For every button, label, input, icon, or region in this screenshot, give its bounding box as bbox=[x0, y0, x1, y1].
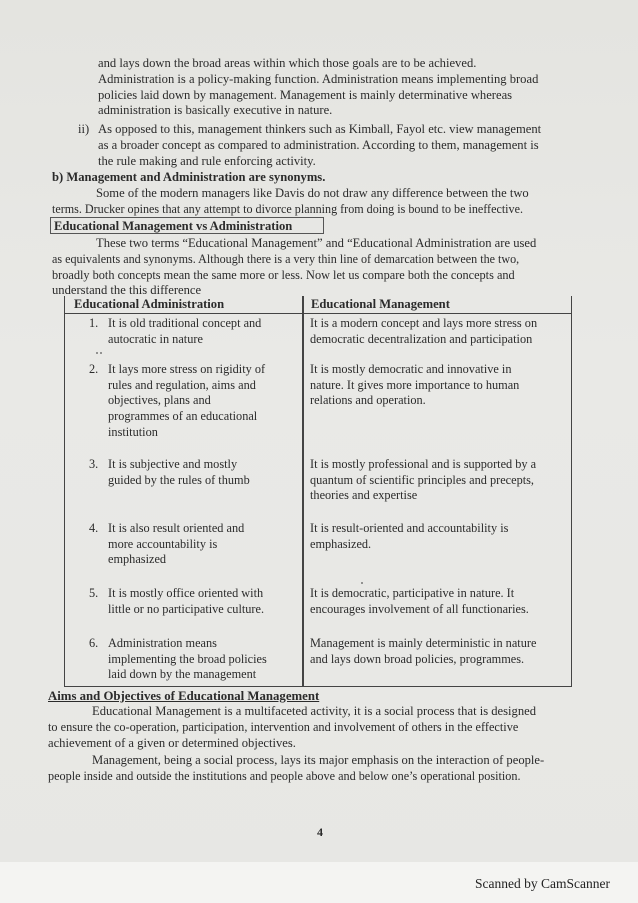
cell-line: It is democratic, participative in nature. It bbox=[310, 586, 515, 600]
table-cell-left bbox=[89, 636, 299, 683]
text-line: These two terms “Educational Management” and “Educational Administration are used bbox=[96, 236, 537, 250]
text-line: the rule making and rule enforcing activity. bbox=[98, 153, 316, 168]
table-cell-left bbox=[89, 586, 299, 617]
text-line: Management, being a social process, lays its major emphasis on the interaction of people- bbox=[92, 753, 545, 767]
text-line: as equivalents and synonyms. Although there is a very thin line of demarcation between the two, bbox=[52, 251, 520, 266]
table-cell-left bbox=[89, 521, 299, 568]
point-ii bbox=[78, 122, 598, 169]
scanner-footer bbox=[0, 862, 638, 903]
comparison-table bbox=[64, 296, 572, 687]
cell-line: democratic decentralization and participation bbox=[310, 331, 533, 346]
cell-line: little or no participative culture. bbox=[108, 601, 265, 616]
cell-line: laid down by the management bbox=[108, 667, 257, 682]
cell-line: theories and expertise bbox=[310, 488, 418, 503]
text-line: achievement of a given or determined objectives. bbox=[48, 735, 296, 750]
table-cell-right bbox=[310, 457, 572, 504]
cell-line: It is mostly professional and is supported by a bbox=[310, 457, 537, 471]
table-cell-right bbox=[310, 316, 572, 347]
cell-line: emphasized. bbox=[310, 536, 372, 551]
text-line: as a broader concept as compared to administration. According to them, management is bbox=[98, 137, 539, 152]
text-line: administration is basically executive in nature. bbox=[98, 103, 333, 118]
text-line: Educational Management is a multifaceted activity, it is a social process that is designed bbox=[92, 704, 537, 718]
cell-line: institution bbox=[108, 424, 158, 439]
page-number: 4 bbox=[317, 825, 323, 839]
row-number: 5. bbox=[89, 586, 99, 600]
cell-line: more accountability is bbox=[108, 536, 218, 551]
scan-speck bbox=[361, 582, 363, 584]
cell-line: Administration means bbox=[108, 636, 217, 650]
column-header-management: Educational Management bbox=[311, 297, 450, 311]
cell-line: autocratic in nature bbox=[108, 331, 203, 346]
row-number: 4. bbox=[89, 521, 99, 535]
cell-line: It is mostly democratic and innovative in bbox=[310, 362, 512, 376]
cell-line: nature. It gives more importance to human bbox=[310, 377, 520, 392]
cell-line: objectives, plans and bbox=[108, 393, 211, 408]
cell-line: programmes of an educational bbox=[108, 409, 258, 424]
list-marker: ii) bbox=[78, 122, 90, 136]
text-line: As opposed to this, management thinkers such as Kimball, Fayol etc. view management bbox=[98, 122, 542, 136]
cell-line: relations and operation. bbox=[310, 393, 426, 408]
cell-line: It is old traditional concept and bbox=[108, 316, 262, 330]
row-number: 3. bbox=[89, 457, 99, 471]
cell-line: It is result-oriented and accountability is bbox=[310, 521, 509, 535]
text-line: terms. Drucker opines that any attempt to divorce planning from doing is bound to be ineffective. bbox=[52, 201, 523, 216]
table-cell-right bbox=[310, 586, 572, 617]
text-line: understand the this difference bbox=[52, 283, 202, 298]
cell-line: emphasized bbox=[108, 552, 167, 567]
cell-line: quantum of scientific principles and precepts, bbox=[310, 472, 535, 487]
section-b-heading: b) Management and Administration are synonyms. bbox=[52, 170, 326, 184]
cell-line: implementing the broad policies bbox=[108, 651, 267, 666]
text-line: to ensure the co-operation, participation, intervention and involvement of others in the effective bbox=[48, 719, 519, 734]
cell-line: It is mostly office oriented with bbox=[108, 586, 264, 600]
section-aims-heading: Aims and Objectives of Educational Management bbox=[48, 689, 320, 703]
text-line: Administration is a policy-making function. Administration means implementing broad bbox=[98, 71, 539, 86]
cell-line: rules and regulation, aims and bbox=[108, 377, 256, 392]
aims-paragraph-2 bbox=[48, 753, 600, 785]
cell-line: It lays more stress on rigidity of bbox=[108, 362, 266, 376]
row-number: 6. bbox=[89, 636, 99, 650]
scan-speck bbox=[100, 352, 102, 354]
table-cell-left bbox=[89, 362, 299, 441]
text-line: people inside and outside the institutions and people above and below one’s operational position. bbox=[48, 768, 521, 783]
intro-paragraph bbox=[98, 56, 598, 119]
section-ed-paragraph bbox=[52, 236, 600, 299]
section-heading-boxed: Educational Management vs Administration bbox=[50, 217, 324, 234]
table-cell-left bbox=[89, 457, 299, 488]
text-line: broadly both concepts mean the same more or less. Now let us compare both the concepts and bbox=[52, 267, 515, 282]
section-b-paragraph bbox=[52, 186, 600, 218]
cell-line: guided by the rules of thumb bbox=[108, 472, 250, 487]
column-divider bbox=[302, 296, 304, 686]
table-cell-right bbox=[310, 521, 572, 552]
table-cell-left bbox=[89, 316, 299, 347]
column-header-administration: Educational Administration bbox=[74, 297, 225, 311]
table-cell-right bbox=[310, 636, 572, 667]
cell-line: and lays down broad policies, programmes. bbox=[310, 651, 525, 666]
aims-paragraph-1 bbox=[48, 704, 600, 751]
cell-line: It is also result oriented and bbox=[108, 521, 245, 535]
cell-line: It is a modern concept and lays more stress on bbox=[310, 316, 538, 330]
text-line: Some of the modern managers like Davis do not draw any difference between the two bbox=[96, 186, 529, 200]
cell-line: encourages involvement of all functionaries. bbox=[310, 601, 529, 616]
cell-line: Management is mainly deterministic in nature bbox=[310, 636, 537, 650]
table-cell-right bbox=[310, 362, 572, 409]
text-line: policies laid down by management. Management is mainly determinative whereas bbox=[98, 87, 513, 102]
row-number: 2. bbox=[89, 362, 99, 376]
row-number: 1. bbox=[89, 316, 99, 330]
text-line: and lays down the broad areas within which those goals are to be achieved. bbox=[98, 56, 477, 70]
cell-line: It is subjective and mostly bbox=[108, 457, 238, 471]
scanner-watermark: Scanned by CamScanner bbox=[475, 876, 610, 891]
scan-speck bbox=[96, 352, 98, 354]
header-rule bbox=[65, 313, 571, 314]
